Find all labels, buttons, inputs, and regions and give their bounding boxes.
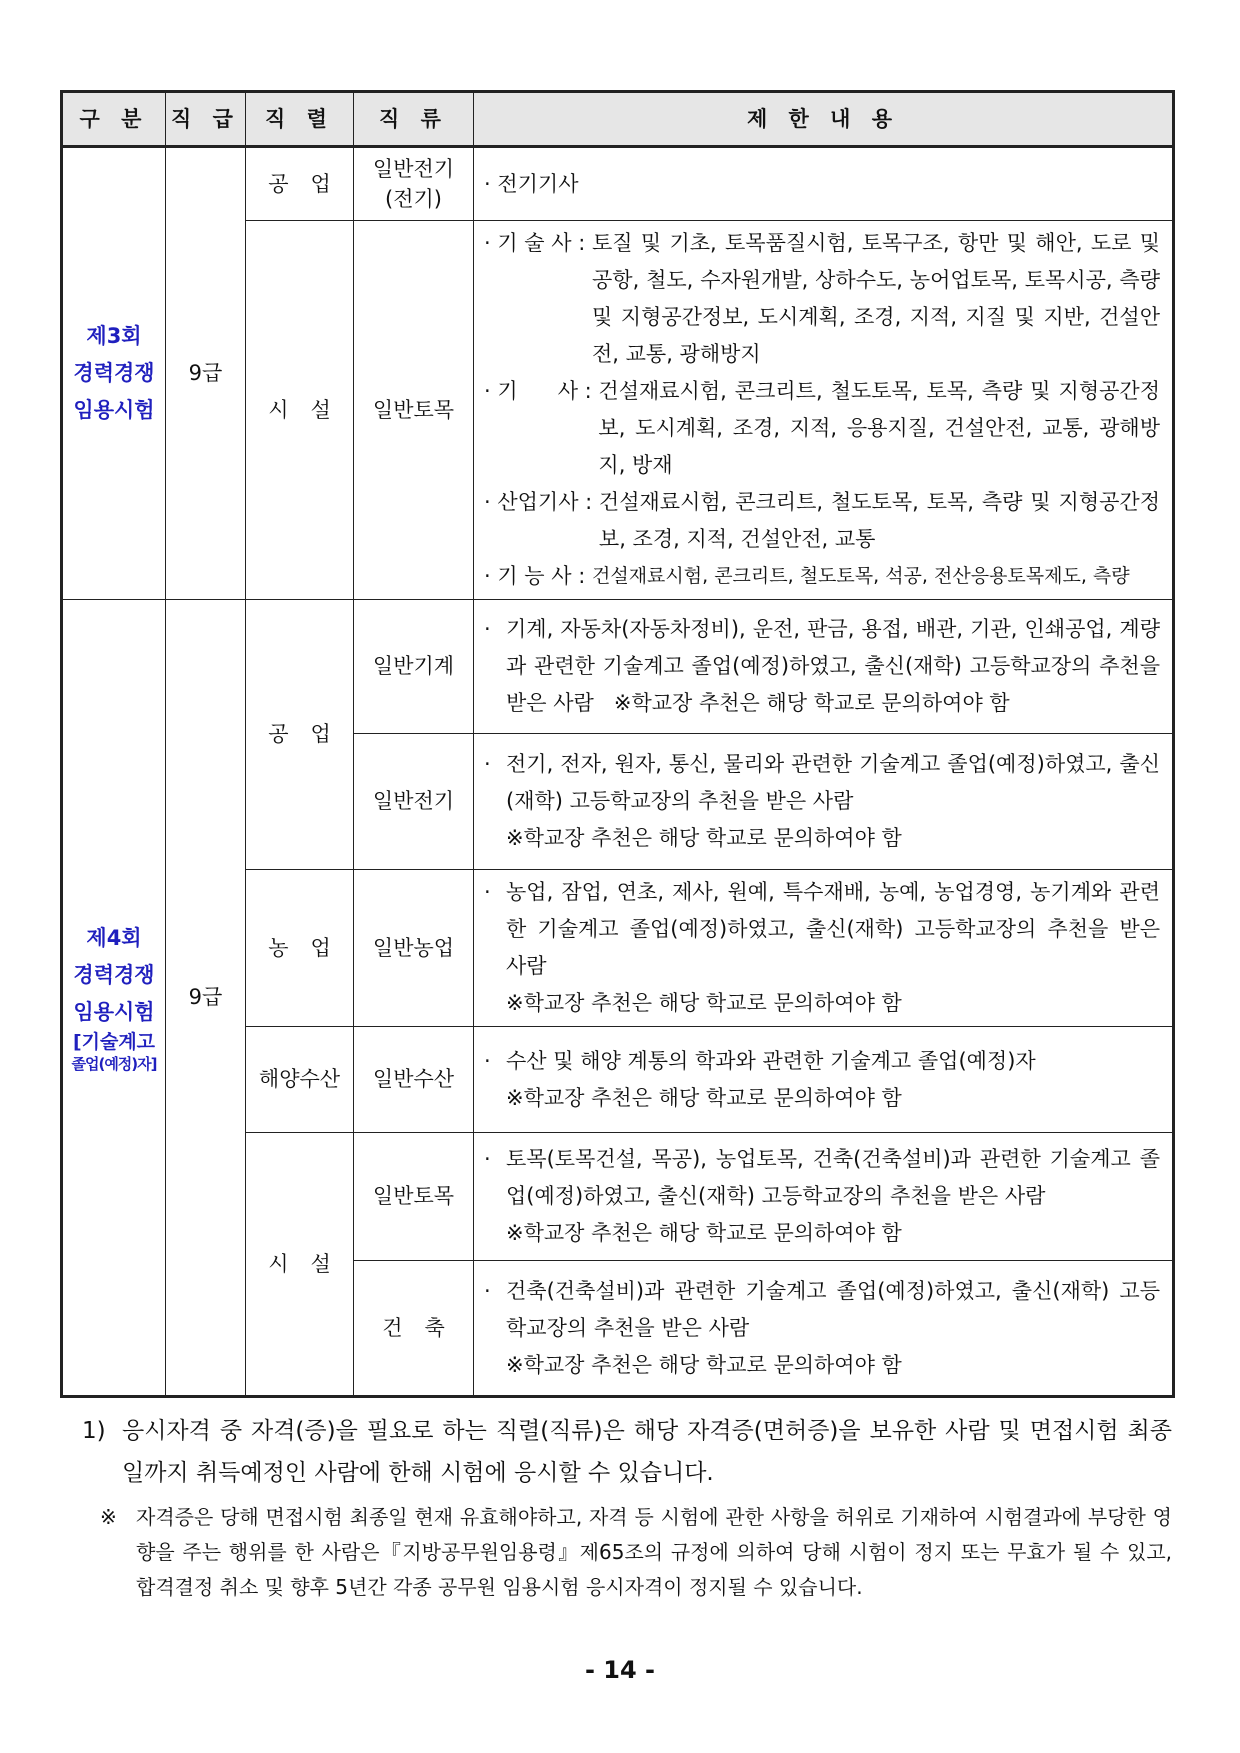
- header-series: 직 렬: [246, 92, 354, 147]
- content-text: 전기, 전자, 원자, 통신, 물리와 관련한 기술계고 졸업(예정)하였고, 출신(재학) 고등학교장의 추천을 받은 사람: [506, 752, 1160, 813]
- content-block: [484, 611, 1160, 722]
- content-body: [506, 1043, 1160, 1117]
- table-header-row: [62, 92, 1174, 147]
- exam4-division: [62, 600, 166, 1397]
- license-label: · 산업기사 :: [484, 490, 599, 514]
- exam3-division-line: 제3회: [86, 324, 142, 348]
- content-body: [506, 1273, 1160, 1384]
- exam4-class-fishery: 일반수산: [354, 1027, 474, 1133]
- table-row: [62, 600, 1174, 734]
- bullet: ·: [484, 1048, 491, 1073]
- exam4-series-agriculture: 농업: [246, 870, 354, 1027]
- exam4-series-industry: 공업: [246, 600, 354, 870]
- content-body: [506, 874, 1160, 1022]
- content-body: [506, 1141, 1160, 1252]
- content-body: [506, 611, 1160, 722]
- footnote-2: [100, 1500, 1172, 1605]
- license-label: · 기 사 :: [484, 379, 599, 403]
- license-label: · 기 능 사 :: [484, 564, 592, 588]
- exam4-grade: 9급: [166, 600, 246, 1397]
- exam4-class-machine: 일반기계: [354, 600, 474, 734]
- exam3-grade: 9급: [166, 147, 246, 600]
- content-text: 기계, 자동차(자동차정비), 운전, 판금, 용접, 배관, 기관, 인쇄공업, 계량과 관련한 기술계고 졸업(예정)하였고, 출신(재학) 고등학교장의 추천을 받은 사람: [506, 617, 1160, 715]
- license-item: [484, 373, 1160, 484]
- license-item: [484, 558, 1160, 595]
- exam4-division-line: 임용시험: [73, 1000, 155, 1024]
- footnote-text: 자격증은 당해 면접시험 최종일 현재 유효해야하고, 자격 등 시험에 관한 사항을 허위로 기재하여 시험결과에 부당한 영향을 주는 행위를 한 사람은『지방공무원임용령』제65조의 규정에 의하여 당해 시험이 정지 또는 무효가 될 수 있고, 합격결정 취소 및 향후 5년간 각종 공무원 임용시험 응시자격이 정지될 수 있습니다.: [136, 1505, 1172, 1599]
- content-note: ※학교장 추천은 해당 학교로 문의하여야 함: [613, 691, 1010, 715]
- exam4-series-marine: 해양수산: [246, 1027, 354, 1133]
- exam4-content-electric: [474, 734, 1174, 870]
- content-block: [484, 874, 1160, 1022]
- content-text: 농업, 잠업, 연초, 제사, 원예, 특수재배, 농예, 농업경영, 농기계와 관련한 기술계고 졸업(예정)하였고, 출신(재학) 고등학교장의 추천을 받은 사람: [506, 880, 1160, 978]
- exam4-division-sub: 졸업(예정)자]: [71, 1055, 157, 1073]
- content-text: 건축(건축설비)과 관련한 기술계고 졸업(예정)하였고, 출신(재학) 고등학교장의 추천을 받은 사람: [506, 1278, 1160, 1340]
- exam4-series-facility: 시설: [246, 1133, 354, 1397]
- exam4-content-agriculture: [474, 870, 1174, 1027]
- exam4-division-line: 경력경쟁: [73, 963, 155, 987]
- bullet: ·: [484, 752, 491, 776]
- restriction-table: [60, 90, 1175, 1398]
- exam3-content-electric: · 전기기사: [474, 147, 1174, 221]
- class-line: 일반전기: [372, 157, 455, 181]
- bullet: ·: [484, 1147, 491, 1171]
- content-block: [484, 1273, 1160, 1384]
- footnote-text: 응시자격 중 자격(증)을 필요로 하는 직렬(직류)은 해당 자격증(면허증)을 보유한 사람 및 면접시험 최종일까지 취득예정인 사람에 한해 시험에 응시할 수 있습니다.: [122, 1418, 1172, 1486]
- bullet: ·: [484, 880, 491, 904]
- header-class: 직 류: [354, 92, 474, 147]
- content-body: [506, 746, 1160, 857]
- content-text: 수산 및 해양 계통의 학과와 관련한 기술계고 졸업(예정)자: [506, 1048, 1036, 1073]
- exam4-division-sub: [기술계고: [72, 1031, 156, 1053]
- exam4-class-civil: 일반토목: [354, 1133, 474, 1261]
- license-item: [484, 225, 1160, 373]
- license-text: 건설재료시험, 콘크리트, 철도토목, 토목, 측량 및 지형공간정보, 도시계획, 조경, 지적, 응용지질, 건설안전, 교통, 광해방지, 방재: [598, 379, 1160, 477]
- bullet: ·: [484, 1278, 491, 1303]
- license-text: 건설재료시험, 콘크리트, 철도토목, 토목, 측량 및 지형공간정보, 조경, 지적, 건설안전, 교통: [598, 490, 1160, 551]
- exam3-division-line: 임용시험: [73, 398, 155, 422]
- license-text: 토질 및 기초, 토목품질시험, 토목구조, 항만 및 해안, 도로 및 공항, 철도, 수자원개발, 상하수도, 농어업토목, 토목시공, 측량 및 지형공간정보, 도시계획, 조경, 지적, 지질 및 지반, 건설안전, 교통, 광해방지: [592, 231, 1160, 366]
- content-text: 토목(토목건설, 목공), 농업토목, 건축(건축설비)과 관련한 기술계고 졸업(예정)하였고, 출신(재학) 고등학교장의 추천을 받은 사람: [506, 1147, 1160, 1208]
- footnote-row: [82, 1410, 1172, 1494]
- header-grade: 직 급: [166, 92, 246, 147]
- exam3-series-industry: 공업: [246, 147, 354, 221]
- exam4-content-architecture: [474, 1261, 1174, 1397]
- exam3-class-civil: 일반토목: [354, 221, 474, 600]
- exam3-class-electric: [354, 147, 474, 221]
- content-note: ※학교장 추천은 해당 학교로 문의하여야 함: [506, 991, 902, 1015]
- exam4-content-machine: [474, 600, 1174, 734]
- exam4-content-civil: [474, 1133, 1174, 1261]
- content-block: [484, 1141, 1160, 1252]
- content-note: ※학교장 추천은 해당 학교로 문의하여야 함: [506, 1352, 902, 1377]
- footnote-number: 1): [82, 1418, 106, 1444]
- content-note: ※학교장 추천은 해당 학교로 문의하여야 함: [506, 1221, 902, 1245]
- license-label: · 기 술 사 :: [484, 231, 592, 255]
- exam3-division-line: 경력경쟁: [73, 361, 155, 385]
- license-item: [484, 484, 1160, 558]
- footnote-1: [82, 1410, 1172, 1494]
- exam4-division-line: 제4회: [86, 926, 142, 950]
- exam3-series-facility: 시설: [246, 221, 354, 600]
- exam4-class-electric: 일반전기: [354, 734, 474, 870]
- page-number: - 14 -: [584, 1656, 656, 1684]
- license-text: 건설재료시험, 콘크리트, 철도토목, 석공, 전산응용토목제도, 측량: [592, 565, 1130, 587]
- content-block: [484, 746, 1160, 857]
- reference-mark: ※: [100, 1505, 117, 1529]
- exam4-class-agriculture: 일반농업: [354, 870, 474, 1027]
- content-note: ※학교장 추천은 해당 학교로 문의하여야 함: [506, 1085, 902, 1110]
- table-row: [62, 147, 1174, 221]
- exam4-class-architecture: 건축: [354, 1261, 474, 1397]
- exam3-content-civil: [474, 221, 1174, 600]
- header-content: 제 한 내 용: [474, 92, 1174, 147]
- exam3-division: [62, 147, 166, 600]
- content-note: ※학교장 추천은 해당 학교로 문의하여야 함: [506, 826, 902, 850]
- bullet: ·: [484, 617, 491, 641]
- header-division: 구 분: [62, 92, 166, 147]
- content-block: [484, 1043, 1160, 1117]
- class-line: (전기): [385, 187, 442, 211]
- footnote-row: [100, 1500, 1172, 1605]
- exam4-content-fishery: [474, 1027, 1174, 1133]
